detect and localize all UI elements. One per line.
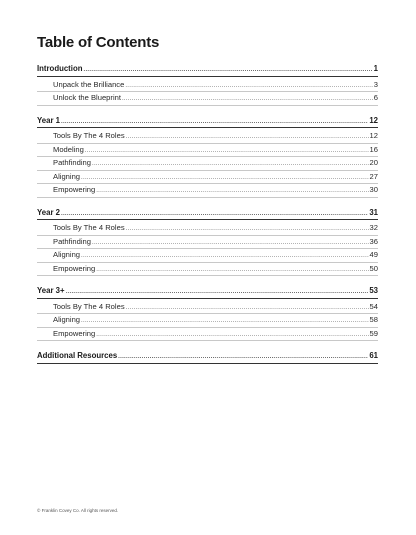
toc-subentry-label: Aligning: [53, 315, 81, 324]
toc-subentry-page: 50: [369, 263, 378, 273]
toc-subentry-page: 36: [369, 236, 378, 246]
toc-subentry-page: 49: [369, 250, 378, 259]
toc-subentry-page: 12: [369, 131, 378, 140]
toc-subentry-label: Tools By The 4 Roles: [53, 301, 125, 311]
toc-subentry-label: Empowering: [53, 185, 96, 194]
toc-subentry-label: Pathfinding: [53, 236, 91, 246]
leader-dots: [92, 237, 369, 250]
toc-subentry[interactable]: [37, 171, 378, 185]
toc-subentry-label: Empowering: [53, 263, 96, 273]
toc-subentry[interactable]: [37, 130, 378, 144]
toc-entry-page: 61: [369, 351, 378, 360]
toc-entry-label: Year 2: [37, 207, 60, 217]
leader-dots: [85, 145, 369, 158]
toc-subentry-label: Tools By The 4 Roles: [53, 131, 125, 140]
toc-entry[interactable]: [37, 284, 378, 299]
toc-subentry-label: Modeling: [53, 144, 84, 154]
toc-section-year-2: [37, 206, 378, 277]
toc-entry-label: Introduction: [37, 64, 83, 73]
leader-dots: [81, 315, 369, 328]
toc-subentry-page: 30: [369, 185, 378, 194]
toc-subentry[interactable]: [37, 263, 378, 277]
copyright-footer: © Franklin Covey Co. All rights reserved.: [37, 508, 119, 513]
leader-dots: [118, 351, 368, 365]
toc-subentry[interactable]: [37, 328, 378, 342]
toc-subentry[interactable]: [37, 79, 378, 93]
page-title: Table of Contents: [37, 34, 160, 51]
leader-dots: [92, 158, 369, 171]
leader-dots: [66, 286, 369, 300]
toc-subentry-label: Tools By The 4 Roles: [53, 223, 125, 232]
toc-subentry-label: Unpack the Brilliance: [53, 79, 125, 89]
leader-dots: [96, 329, 368, 342]
toc-subentry-page: 20: [369, 158, 378, 167]
toc-subentry-label: Aligning: [53, 171, 81, 181]
table-of-contents: [37, 62, 378, 372]
toc-subentry[interactable]: [37, 184, 378, 198]
toc-entry-page: 12: [369, 115, 378, 125]
leader-dots: [126, 131, 369, 144]
leader-dots: [61, 116, 368, 130]
toc-entry[interactable]: [37, 349, 378, 364]
leader-dots: [83, 64, 372, 78]
leader-dots: [126, 223, 369, 236]
toc-subentry[interactable]: [37, 249, 378, 263]
toc-subentry-label: Empowering: [53, 328, 96, 338]
toc-subentry-label: Unlock the Blueprint: [53, 93, 121, 102]
toc-subentry-page: 3: [373, 79, 378, 89]
toc-entry-page: 31: [369, 207, 378, 217]
toc-section-year-3-plus: [37, 284, 378, 341]
leader-dots: [96, 264, 368, 277]
toc-subentry-page: 59: [369, 328, 378, 338]
toc-subentry-label: Aligning: [53, 250, 81, 259]
leader-dots: [96, 185, 368, 198]
toc-entry[interactable]: [37, 114, 378, 129]
toc-subentry-label: Pathfinding: [53, 158, 91, 167]
leader-dots: [81, 172, 369, 185]
toc-subentry-page: 32: [369, 223, 378, 232]
toc-subentry[interactable]: [37, 314, 378, 328]
toc-subentry[interactable]: [37, 236, 378, 250]
toc-subentry[interactable]: [37, 144, 378, 158]
toc-subentry-page: 54: [369, 301, 378, 311]
toc-entry-page: 53: [369, 286, 378, 295]
toc-subentry-page: 16: [369, 144, 378, 154]
toc-section-additional-resources: [37, 349, 378, 364]
toc-subentry-page: 6: [373, 93, 378, 102]
toc-subentry[interactable]: [37, 157, 378, 171]
leader-dots: [122, 93, 373, 106]
toc-entry[interactable]: [37, 206, 378, 221]
toc-subentry[interactable]: [37, 92, 378, 106]
toc-entry-page: 1: [373, 64, 378, 73]
toc-section-introduction: [37, 62, 378, 106]
toc-section-year-1: [37, 114, 378, 198]
leader-dots: [125, 80, 372, 93]
toc-entry[interactable]: [37, 62, 378, 77]
toc-subentry-page: 27: [369, 171, 378, 181]
leader-dots: [126, 302, 369, 315]
toc-subentry-page: 58: [369, 315, 378, 324]
toc-entry-label: Year 3+: [37, 286, 65, 295]
toc-subentry[interactable]: [37, 222, 378, 236]
leader-dots: [61, 208, 368, 222]
toc-entry-label: Year 1: [37, 115, 60, 125]
toc-subentry[interactable]: [37, 301, 378, 315]
toc-entry-label: Additional Resources: [37, 351, 118, 360]
leader-dots: [81, 250, 369, 263]
